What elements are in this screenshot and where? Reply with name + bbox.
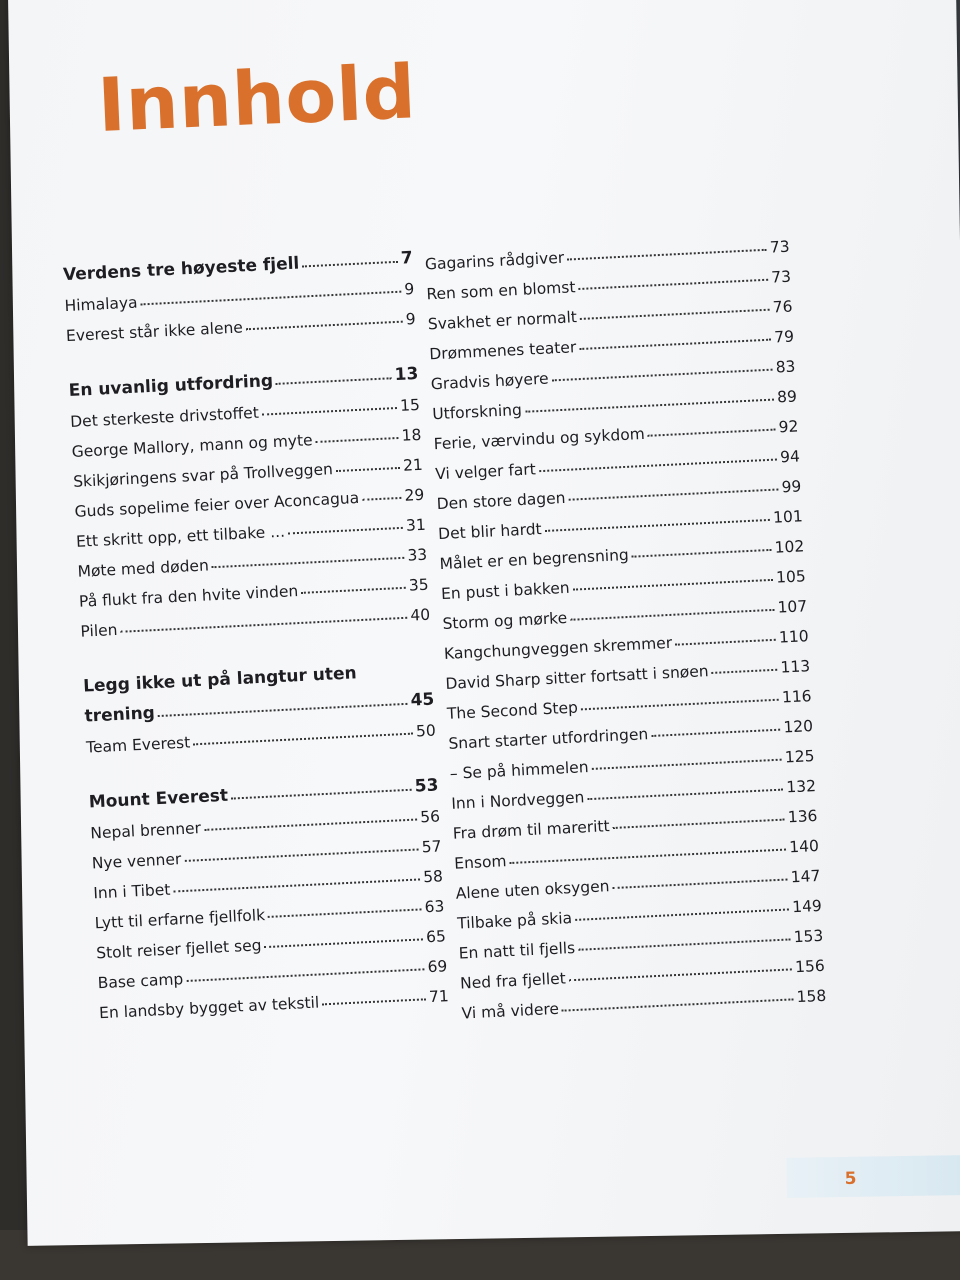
toc-entry-title: Møte med døden bbox=[77, 556, 210, 581]
toc-entry-title: Team Everest bbox=[85, 733, 191, 757]
toc-entry-page-number: 63 bbox=[424, 897, 445, 917]
toc-entry-page-number: 79 bbox=[773, 327, 795, 347]
toc-right-column bbox=[424, 226, 827, 1023]
toc-entry-title: Vi velger fart bbox=[434, 460, 537, 484]
toc-entry-page-number: 21 bbox=[402, 455, 424, 475]
toc-entry-page-number: 57 bbox=[421, 837, 442, 857]
toc-entry-page-number: 110 bbox=[778, 627, 810, 647]
toc-entry-page-number: 15 bbox=[399, 395, 421, 415]
toc-entry-page-number: 102 bbox=[774, 537, 805, 557]
folio-strip bbox=[786, 1155, 960, 1198]
toc-entry-page-number: 13 bbox=[394, 363, 419, 386]
toc-entry-page-number: 140 bbox=[788, 836, 820, 857]
toc-entry-page-number: 99 bbox=[781, 477, 802, 497]
toc-entry-title: George Mallory, mann og myte bbox=[71, 431, 313, 461]
toc-entry-page-number: 9 bbox=[405, 309, 417, 329]
toc-entry-page-number: 58 bbox=[422, 867, 444, 887]
toc-entry-title: Inn i Nordveggen bbox=[450, 788, 585, 813]
toc-entry-title: – Se på himmelen bbox=[449, 758, 589, 783]
dot-leader bbox=[316, 437, 399, 443]
toc-entry-page-number: 107 bbox=[777, 597, 808, 617]
toc-entry-page-number: 125 bbox=[784, 747, 815, 767]
toc-entry-title: En uvanlig utfordring bbox=[68, 371, 274, 402]
toc-entry-page-number: 29 bbox=[404, 485, 425, 505]
dot-leader bbox=[651, 729, 780, 737]
page-title: Innhold bbox=[95, 49, 418, 150]
toc-entry-page-number: 136 bbox=[787, 806, 818, 827]
dot-leader bbox=[302, 261, 398, 268]
toc-entry-title: Tilbake på skia bbox=[456, 909, 573, 933]
toc-entry-title: Ned fra fjellet bbox=[459, 969, 567, 993]
toc-entry-title: Utforskning bbox=[431, 400, 523, 424]
toc-entry-page-number: 40 bbox=[409, 605, 431, 625]
toc-entry-title: Snart starter utfordringen bbox=[448, 725, 649, 753]
toc-entry-title: Nepal brenner bbox=[89, 819, 202, 843]
toc-entry-title: Skikjøringens svar på Trollveggen bbox=[72, 460, 334, 491]
toc-entry-title: Det blir hardt bbox=[437, 520, 543, 544]
toc-entry-title: Storm og mørke bbox=[442, 608, 568, 634]
toc-entry-page-number: 73 bbox=[770, 267, 792, 287]
toc-entry-page-number: 147 bbox=[790, 866, 821, 887]
toc-entry-page-number: 53 bbox=[414, 775, 439, 797]
dot-leader bbox=[301, 587, 406, 594]
toc-left-column bbox=[62, 238, 449, 1022]
dot-leader bbox=[322, 998, 426, 1005]
toc-entry-title: Base camp bbox=[97, 970, 184, 993]
page-number: 5 bbox=[844, 1168, 857, 1190]
toc-entry-page-number: 113 bbox=[780, 657, 811, 677]
toc-entry-title: Drømmenes teater bbox=[428, 338, 577, 364]
toc-entry-title: Den store dagen bbox=[436, 488, 566, 514]
toc-entry-title: Ferie, værvindu og sykdom bbox=[433, 424, 646, 454]
toc-entry-title: Alene uten oksygen bbox=[455, 877, 610, 903]
toc-entry-title: En pust i bakken bbox=[440, 578, 571, 604]
toc-entry-title: Lytt til erfarne fjellfolk bbox=[94, 906, 266, 933]
book-page bbox=[8, 0, 960, 1246]
toc-entry-title: En landsby bygget av tekstil bbox=[98, 993, 320, 1023]
toc-entry-page-number: 92 bbox=[778, 417, 799, 437]
toc-entry-page-number: 101 bbox=[772, 507, 804, 527]
dot-leader bbox=[288, 527, 403, 535]
toc-entry-title: Fra drøm til mareritt bbox=[452, 817, 611, 843]
toc-entry-title: Everest står ikke alene bbox=[65, 318, 244, 346]
toc-entry-title: Ren som en blomst bbox=[426, 278, 576, 304]
toc-entry-page-number: 105 bbox=[775, 567, 807, 587]
toc-entry-page-number: 50 bbox=[415, 721, 437, 741]
toc-entry-title: Målet er en begrensning bbox=[439, 545, 630, 574]
toc-entry-page-number: 35 bbox=[408, 575, 430, 595]
dot-leader bbox=[562, 998, 794, 1011]
toc-entry-title: Vi må videre bbox=[461, 999, 560, 1023]
dot-leader bbox=[648, 429, 776, 437]
toc-entry-page-number: 149 bbox=[791, 896, 823, 917]
dot-leader bbox=[712, 669, 778, 674]
toc-entry-title: Gradvis høyere bbox=[430, 369, 549, 394]
toc-entry-title: Nye venner bbox=[91, 850, 182, 873]
toc-entry-page-number: 156 bbox=[794, 956, 826, 977]
toc-entry-page-number: 56 bbox=[419, 807, 441, 827]
toc-entry-page-number: 132 bbox=[785, 777, 817, 797]
dot-leader bbox=[336, 467, 400, 472]
toc-entry-title: En natt til fjells bbox=[458, 938, 576, 963]
toc-entry-title: The Second Step bbox=[446, 698, 579, 723]
toc-entry-title: På flukt fra den hvite vinden bbox=[78, 582, 299, 611]
toc-entry-title: Ett skritt opp, ett tilbake ... bbox=[75, 522, 286, 551]
toc-entry-title: Stolt reiser fjellet seg bbox=[95, 936, 262, 963]
toc-entry-title: Gagarins rådgiver bbox=[424, 248, 565, 274]
toc-entry-page-number: 116 bbox=[781, 687, 812, 707]
toc-entry-title: David Sharp sitter fortsatt i snøen bbox=[445, 662, 710, 693]
toc-entry-title: Legg ikke ut på langtur uten bbox=[82, 663, 358, 697]
dot-leader bbox=[276, 377, 392, 385]
toc-entry-page-number: 120 bbox=[783, 717, 814, 737]
dot-leader bbox=[268, 908, 422, 918]
toc-entry-page-number: 33 bbox=[407, 545, 428, 565]
toc-entry-title: Himalaya bbox=[64, 293, 138, 316]
toc-entry-page-number: 65 bbox=[425, 927, 447, 947]
dot-leader bbox=[632, 549, 772, 558]
toc-entry-title: Inn i Tibet bbox=[92, 880, 171, 903]
toc-entry-page-number: 73 bbox=[769, 237, 790, 257]
toc-entry-title: Mount Everest bbox=[88, 785, 229, 813]
toc-entry-page-number: 45 bbox=[410, 689, 435, 711]
toc-entry-page-number: 69 bbox=[427, 957, 448, 977]
toc-entry-page-number: 18 bbox=[401, 425, 422, 445]
toc-entry-title: Guds sopelime feier over Aconcagua bbox=[74, 488, 360, 521]
toc-entry-page-number: 71 bbox=[428, 987, 450, 1007]
toc-entry-title: Det sterkeste drivstoffet bbox=[69, 403, 260, 431]
toc-entry-page-number: 83 bbox=[775, 357, 796, 377]
toc-entry-title: Pilen bbox=[80, 620, 118, 641]
toc-entry-title: Verdens tre høyeste fjell bbox=[62, 253, 300, 286]
dot-leader bbox=[675, 639, 776, 646]
toc-entry-page-number: 89 bbox=[776, 387, 798, 407]
toc-entry-title: Svakhet er normalt bbox=[427, 308, 578, 334]
toc-entry-page-number: 158 bbox=[796, 986, 827, 1007]
toc-entry-page-number: 31 bbox=[405, 515, 427, 535]
toc-entry-page-number: 94 bbox=[779, 447, 801, 467]
toc-entry-page-number: 153 bbox=[793, 926, 824, 947]
dot-leader bbox=[362, 497, 402, 501]
toc-entry-title: Kangchungveggen skremmer bbox=[443, 633, 673, 663]
toc-entry-title: Ensom bbox=[453, 852, 507, 873]
toc-entry-title: trening bbox=[84, 703, 156, 727]
toc-entry-page-number: 76 bbox=[772, 297, 793, 317]
toc-entry-page-number: 7 bbox=[400, 248, 414, 269]
dot-leader bbox=[262, 407, 397, 416]
toc-entry-page-number: 9 bbox=[403, 280, 415, 299]
